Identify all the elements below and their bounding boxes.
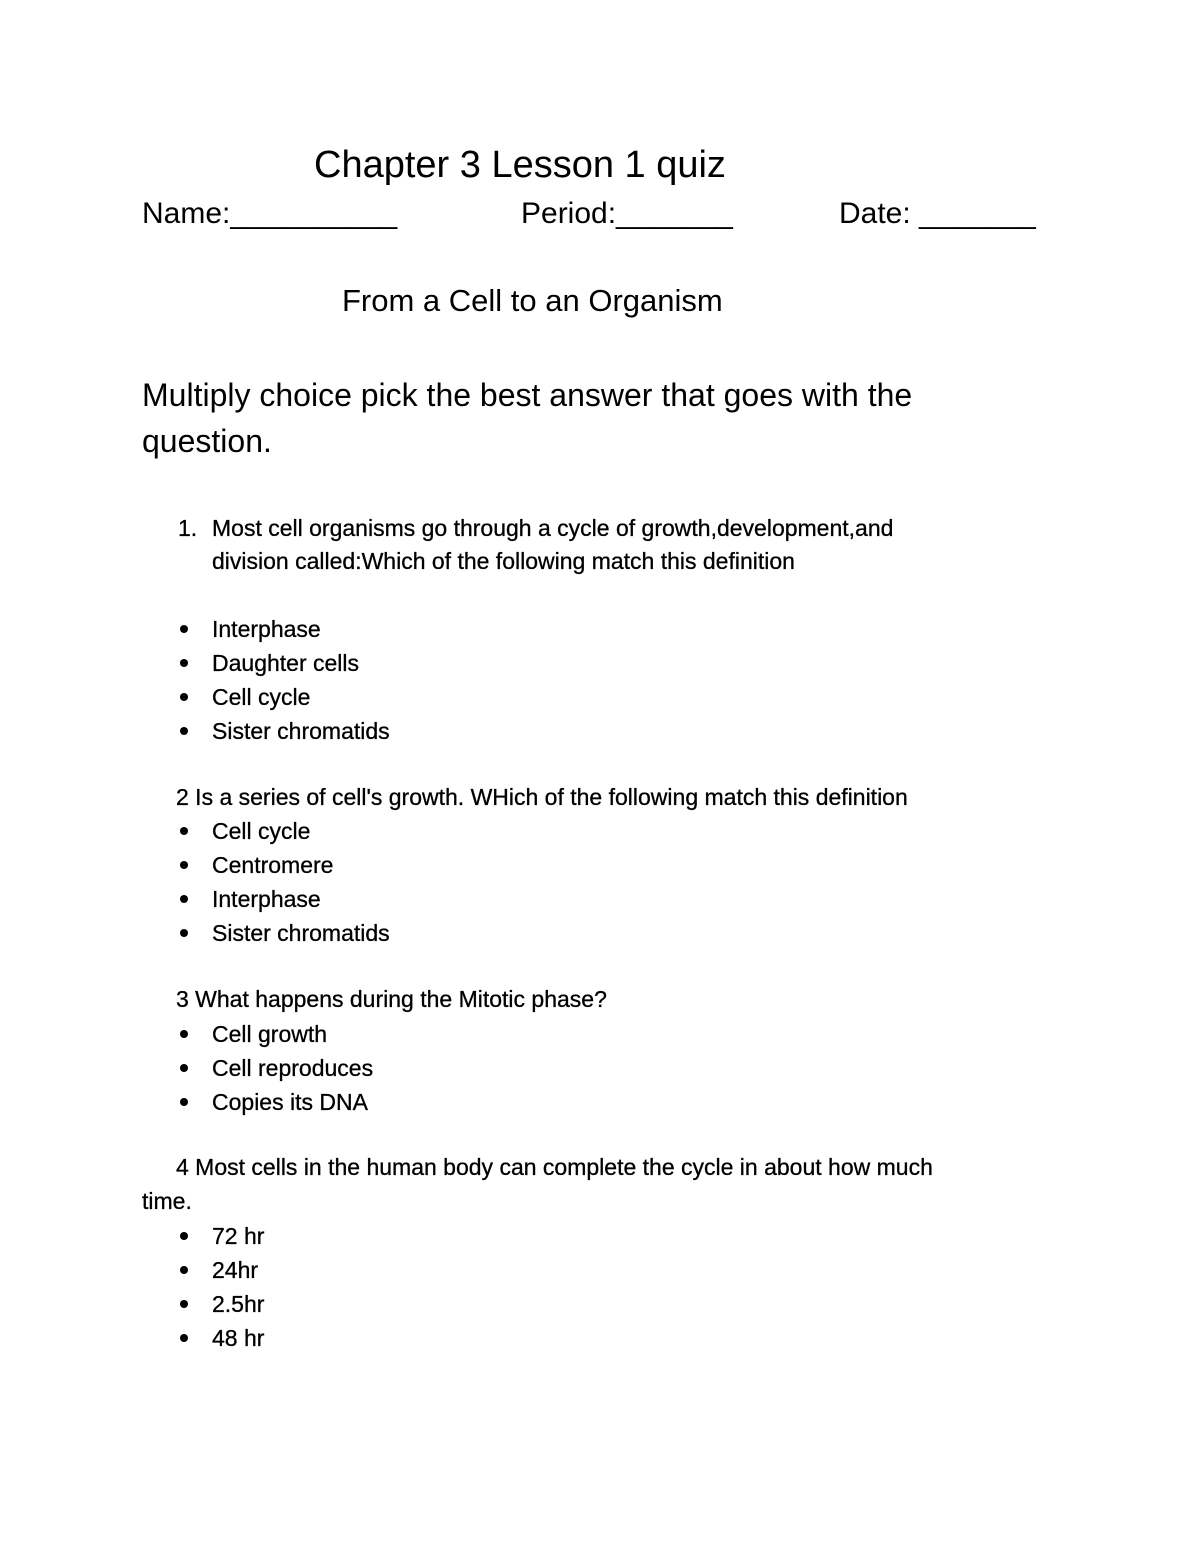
question-4-text-line1: 4 Most cells in the human body can complete the cycle in about how much [176, 1154, 933, 1180]
bullet-icon [180, 861, 188, 869]
option-label: Cell growth [212, 1021, 328, 1047]
bullet-icon [180, 895, 188, 903]
option-label: Sister chromatids [212, 920, 390, 946]
option-label: Cell reproduces [212, 1055, 374, 1081]
option-label: Copies its DNA [212, 1089, 368, 1115]
option-label: Interphase [212, 616, 321, 642]
option-label: Centromere [212, 852, 334, 878]
bullet-icon [180, 1030, 188, 1038]
question-1-text-line1: Most cell organisms go through a cycle of growth,development,and [212, 515, 894, 541]
option-label: Interphase [212, 886, 321, 912]
question-1-number: 1. [178, 515, 198, 541]
bullet-icon [180, 625, 188, 633]
bullet-icon [180, 727, 188, 735]
question-3-text: 3 What happens during the Mitotic phase? [176, 986, 607, 1012]
bullet-icon [180, 1266, 188, 1274]
bullet-icon [180, 1334, 188, 1342]
date-field: Date: _______ [839, 197, 1036, 230]
question-1-text-line2: division called:Which of the following match this definition [212, 548, 795, 574]
bullet-icon [180, 1098, 188, 1106]
option-label: Cell cycle [212, 818, 311, 844]
bullet-icon [180, 827, 188, 835]
question-2-text: 2 Is a series of cell's growth. WHich of the following match this definition [176, 784, 908, 810]
question-4-text-line2: time. [142, 1188, 192, 1214]
name-field: Name:__________ [142, 197, 398, 230]
bullet-icon [180, 929, 188, 937]
option-label: Cell cycle [212, 684, 311, 710]
option-label: 24hr [212, 1257, 259, 1283]
instructions: Multiply choice pick the best answer that goes with the question. [142, 377, 913, 459]
quiz-subtitle: From a Cell to an Organism [342, 283, 723, 318]
option-label: 48 hr [212, 1325, 265, 1351]
bullet-icon [180, 693, 188, 701]
bullet-icon [180, 1064, 188, 1072]
bullet-icon [180, 659, 188, 667]
option-label: Sister chromatids [212, 718, 390, 744]
option-label: 72 hr [212, 1223, 265, 1249]
bullet-icon [180, 1232, 188, 1240]
period-field: Period:_______ [521, 197, 733, 230]
quiz-title: Chapter 3 Lesson 1 quiz [314, 144, 726, 186]
bullet-icon [180, 1300, 188, 1308]
option-label: Daughter cells [212, 650, 360, 676]
option-label: 2.5hr [212, 1291, 265, 1317]
